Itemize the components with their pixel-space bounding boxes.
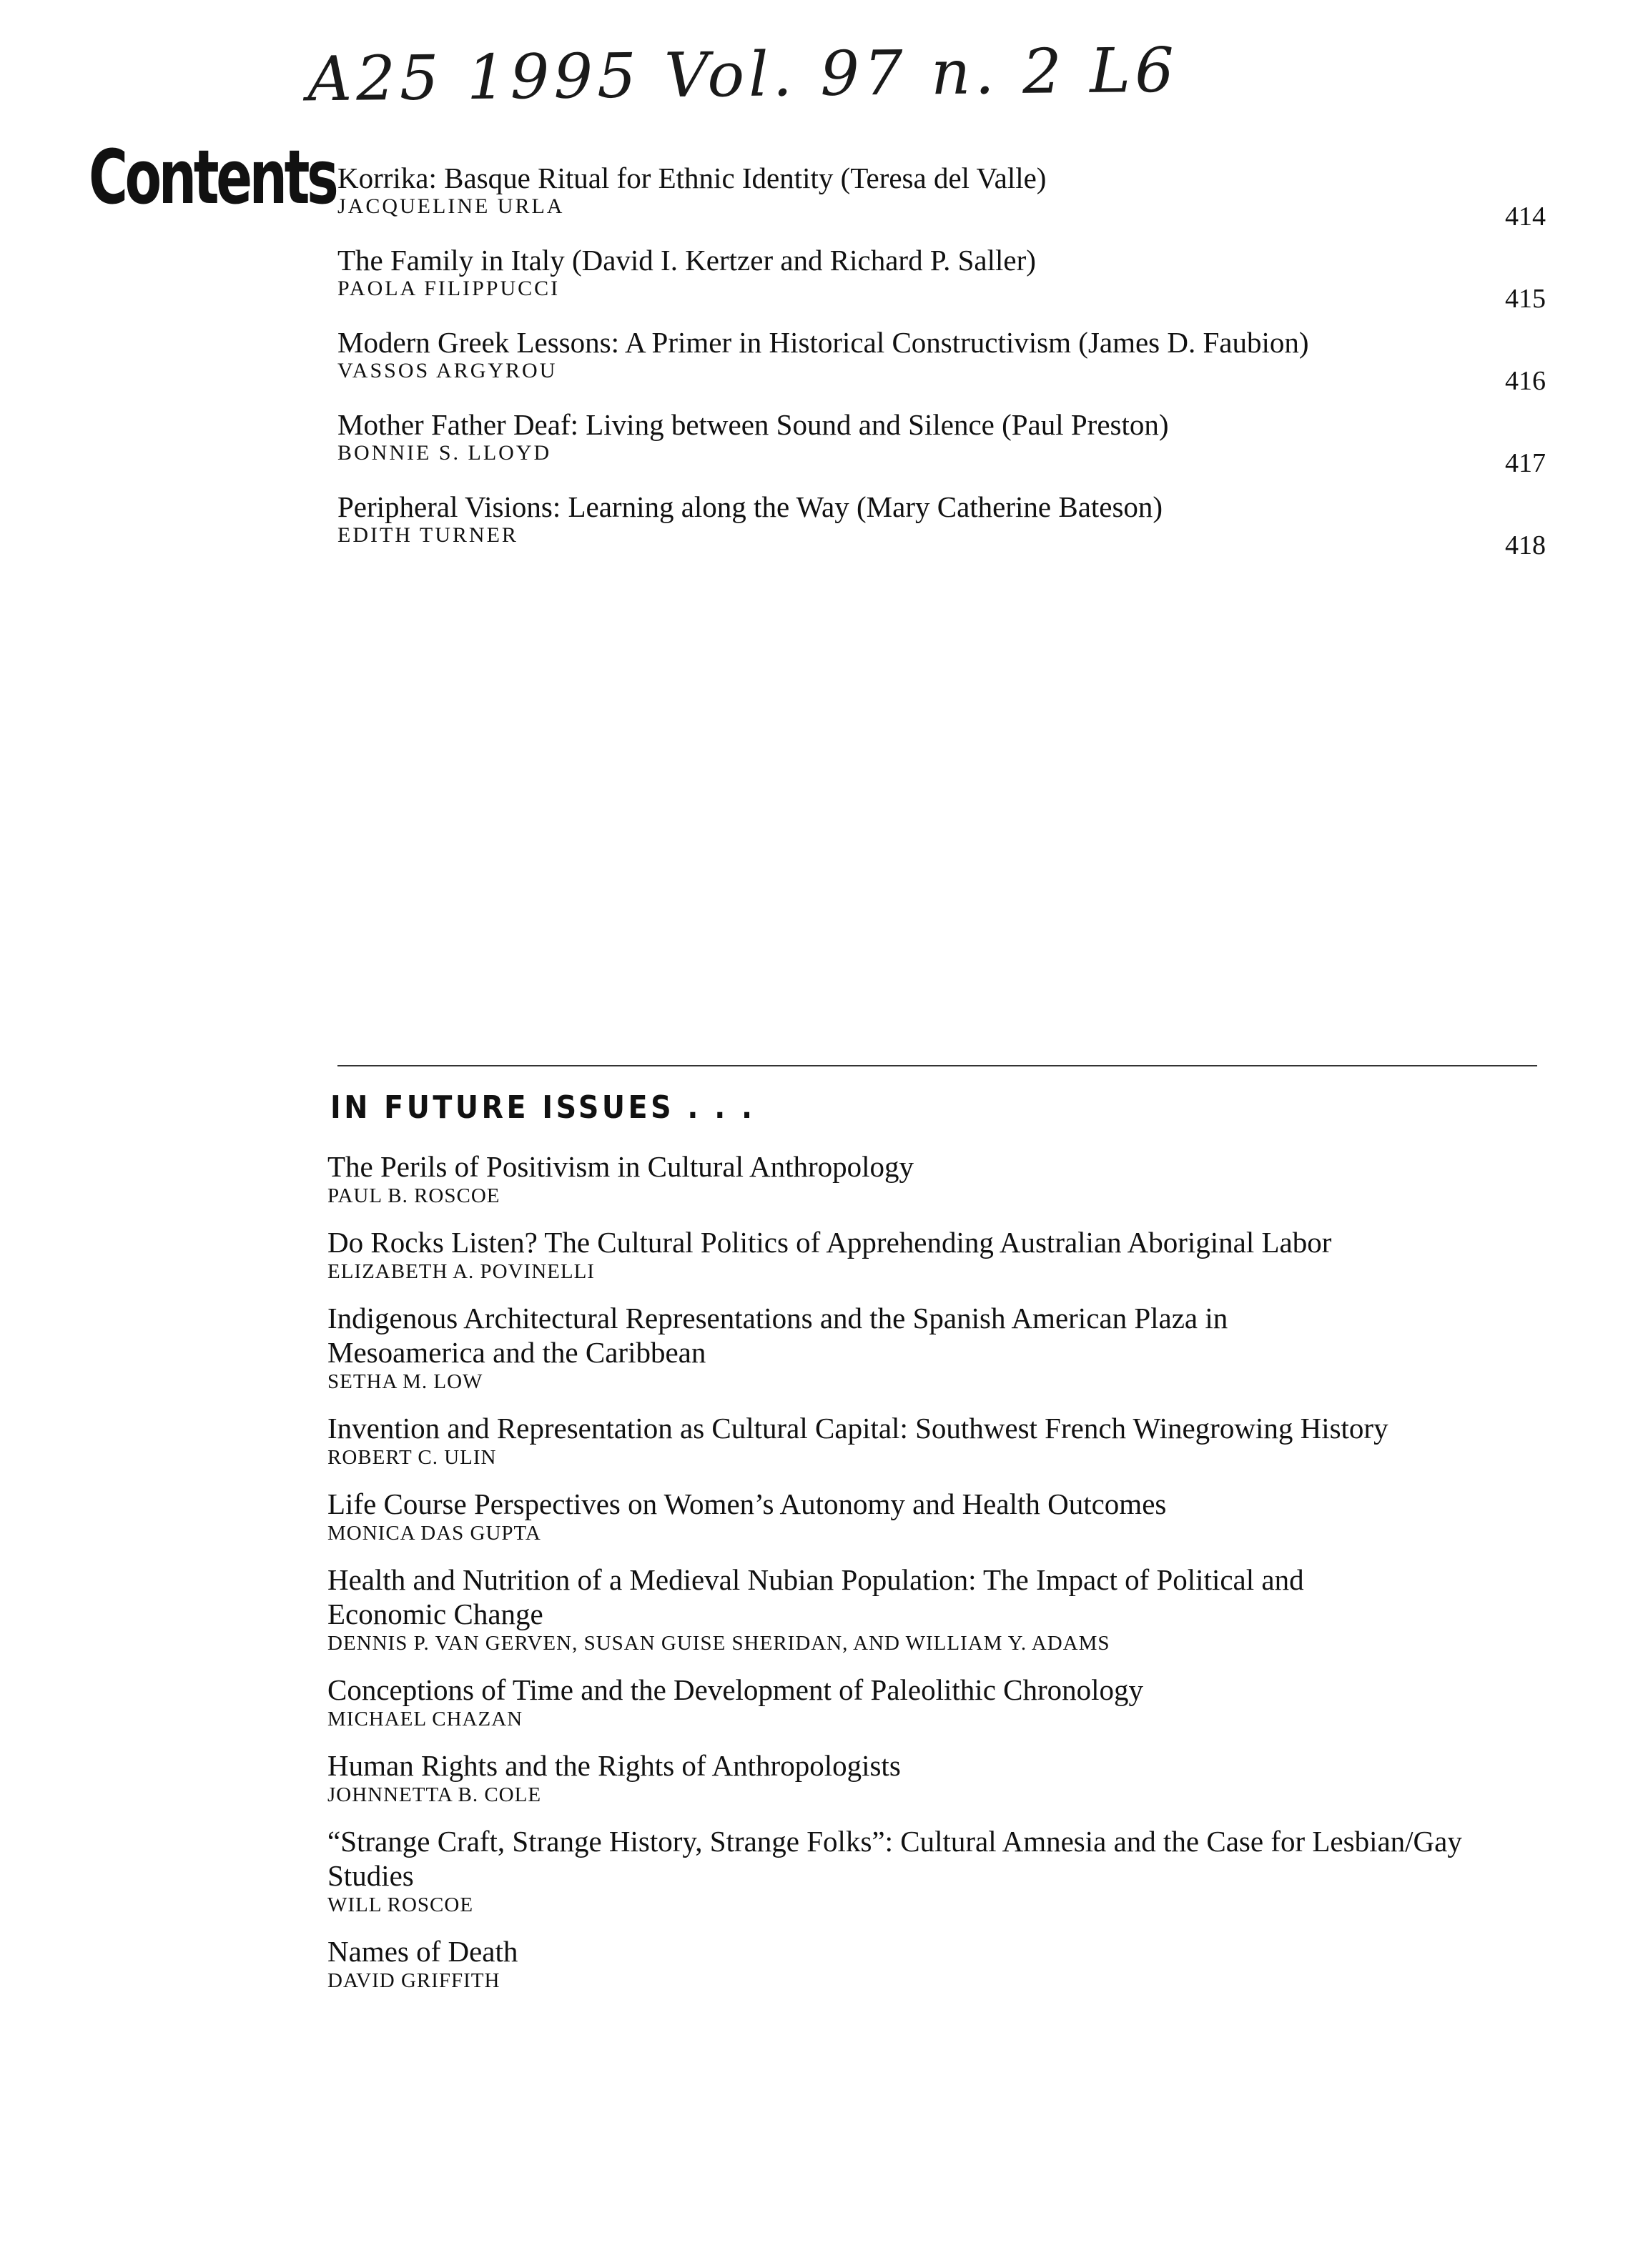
toc-entry (337, 162, 1553, 244)
toc-page-number: 418 (1505, 530, 1546, 560)
toc-title: Mother Father Deaf: Living between Sound and Silence (Paul Preston) (337, 408, 1169, 441)
toc-author: VASSOS ARGYROU (337, 359, 558, 382)
future-author: DAVID GRIFFITH (327, 1969, 500, 1992)
future-item (327, 1149, 1543, 1208)
future-title: Invention and Representation as Cultural Capital: Southwest French Winegrowing History (327, 1412, 1388, 1445)
future-item (327, 1411, 1543, 1470)
future-title: Indigenous Architectural Representations and the Spanish American Plaza in Mesoamerica and the Caribbean (327, 1302, 1228, 1369)
future-issues-list (327, 1149, 1543, 2010)
contents-heading: Contents (89, 134, 336, 221)
toc-entry (337, 408, 1553, 490)
toc-page-number: 415 (1505, 284, 1546, 314)
toc-entry (337, 244, 1553, 326)
future-title: Health and Nutrition of a Medieval Nubian Population: The Impact of Political and Economic Change (327, 1563, 1304, 1630)
future-item (327, 1934, 1543, 1993)
toc-page-number: 414 (1505, 202, 1546, 232)
future-issues-heading: IN FUTURE ISSUES . . . (330, 1089, 756, 1126)
toc-page-number: 416 (1505, 366, 1546, 396)
future-title: Do Rocks Listen? The Cultural Politics of Apprehending Australian Aboriginal Labor (327, 1226, 1332, 1259)
future-title: Human Rights and the Rights of Anthropologists (327, 1749, 901, 1782)
toc-entry (337, 326, 1553, 408)
toc-author: PAOLA FILIPPUCCI (337, 277, 561, 300)
future-author: WILL ROSCOE (327, 1893, 474, 1916)
future-item (327, 1748, 1543, 1807)
future-author: MICHAEL CHAZAN (327, 1708, 523, 1730)
future-author: DENNIS P. VAN GERVEN, SUSAN GUISE SHERIDAN, AND WILLIAM Y. ADAMS (327, 1632, 1110, 1655)
toc-title: The Family in Italy (David I. Kertzer and Richard P. Saller) (337, 244, 1036, 277)
future-item (327, 1301, 1543, 1394)
future-author: MONICA DAS GUPTA (327, 1522, 541, 1545)
future-title: Conceptions of Time and the Development of Paleolithic Chronology (327, 1673, 1144, 1706)
toc-author: JACQUELINE URLA (337, 194, 565, 218)
handwritten-annotation: A25 1995 Vol. 97 n. 2 L6 (307, 34, 1179, 116)
future-item (327, 1563, 1543, 1655)
contents-list (337, 162, 1553, 573)
future-title: Life Course Perspectives on Women’s Autonomy and Health Outcomes (327, 1487, 1167, 1520)
toc-title: Modern Greek Lessons: A Primer in Historical Constructivism (James D. Faubion) (337, 326, 1309, 359)
future-author: ELIZABETH A. POVINELLI (327, 1260, 595, 1283)
toc-author: BONNIE S. LLOYD (337, 441, 552, 465)
future-item (327, 1225, 1543, 1284)
future-title: Names of Death (327, 1935, 518, 1968)
future-item (327, 1824, 1543, 1917)
toc-title: Korrika: Basque Ritual for Ethnic Identity (Teresa del Valle) (337, 162, 1047, 194)
future-item (327, 1487, 1543, 1545)
toc-author: EDITH TURNER (337, 523, 518, 547)
future-author: PAUL B. ROSCOE (327, 1184, 500, 1207)
future-author: JOHNNETTA B. COLE (327, 1783, 542, 1806)
future-item (327, 1673, 1543, 1731)
future-title: “Strange Craft, Strange History, Strange Folks”: Cultural Amnesia and the Case for Lesbian/Gay Studies (327, 1825, 1462, 1892)
future-author: ROBERT C. ULIN (327, 1446, 497, 1469)
section-divider (337, 1065, 1537, 1066)
toc-entry (337, 490, 1553, 573)
future-title: The Perils of Positivism in Cultural Anthropology (327, 1150, 914, 1183)
toc-page-number: 417 (1505, 448, 1546, 478)
toc-title: Peripheral Visions: Learning along the Way (Mary Catherine Bateson) (337, 490, 1163, 523)
future-author: SETHA M. LOW (327, 1370, 483, 1393)
